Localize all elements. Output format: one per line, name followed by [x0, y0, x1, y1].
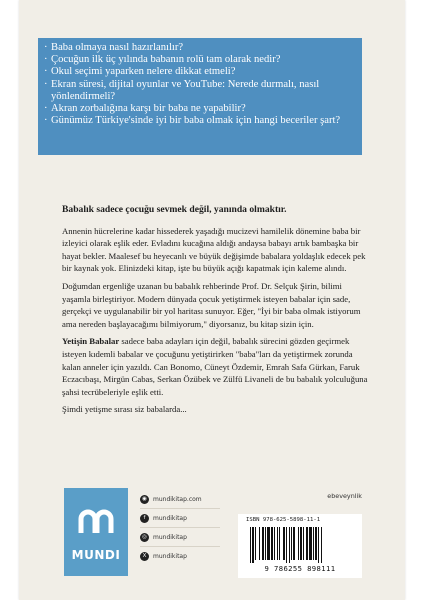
instagram-icon: ◎ — [140, 533, 149, 542]
lead-sentence: Babalık sadece çocuğu sevmek değil, yanında olmaktır. — [62, 204, 287, 215]
closing-line: Şimdi yetişme sırası siz babalarda... — [62, 404, 187, 415]
question-item: · Çocuğun ilk üç yılında babanın rolü tam olarak nedir? — [44, 54, 358, 66]
barcode-bar — [277, 527, 278, 560]
question-item: · Ekran süresi, dijital oyunlar ve YouTube: Nerede durmalı, nasıl yönlendirmeli? — [44, 79, 358, 103]
social-row-x[interactable] — [140, 547, 220, 565]
globe-icon: ◉ — [140, 495, 149, 504]
barcode-bar — [259, 527, 260, 560]
social-label: mundikitap.com — [153, 495, 202, 503]
question-item: · Akran zorbalığına karşı bir baba ne yapabilir? — [44, 103, 358, 115]
paragraph-1: Annenin hücrelerine kadar hissederek yaşadığı mucizevi hamilelik dönemine baba bir izleyici olarak eşlik eder. Evladını kucağına aldığı andaysa babayı artık bambaşka bir hayat bekler. Maalesef bu heyecanlı ve büyük değişimde babalara yoldaşlık edecek pek bir kaynak yok. Elinizdeki kitap, işte bu büyük açığı kapatmak için kaleme alındı. — [62, 225, 366, 274]
barcode-bar — [318, 527, 319, 563]
publisher-logo — [64, 488, 128, 576]
questions-box — [38, 38, 362, 155]
paragraph-3-text: sadece baba adayları için değil, babalık sürecini gözden geçirmek isteyen kıdemli babalar ve çocuğunu yetiştirirken "baba"ları da yetiştirmek zorunda kalan anneler için yazıldı. Can Bonomo, Cüneyt Özdemir, Emrah Safa Gürkan, Faruk Eczacıbaşı, Mirgün Cabas, Serkan Özübek ve Zülfü Livaneli de bu babalık yolculuğuna şahsi tecrübeleriyle eşlik etti. — [62, 336, 368, 397]
barcode-bar — [271, 527, 273, 560]
social-label: mundikitap — [153, 533, 187, 541]
social-links — [140, 490, 220, 565]
barcode-block — [238, 514, 362, 578]
barcode-bar — [303, 527, 304, 560]
barcode-bar — [306, 527, 308, 560]
barcode-bar — [267, 527, 270, 560]
paragraph-3 — [62, 335, 372, 398]
barcode-bar — [293, 527, 295, 560]
barcode-bar — [300, 527, 302, 560]
barcode-bar — [286, 527, 287, 563]
barcode-bar — [321, 527, 322, 563]
barcode-bar — [291, 527, 292, 560]
barcode-icon — [250, 527, 350, 563]
barcode-bar — [265, 527, 266, 560]
question-item: · Okul seçimi yaparken nelere dikkat etmeli? — [44, 66, 358, 78]
blurb-text — [62, 204, 372, 421]
barcode-bar — [262, 527, 264, 560]
barcode-bar — [309, 527, 312, 560]
questions-list — [44, 42, 358, 127]
back-cover-footer — [62, 488, 362, 578]
isbn-text: ISBN 978-625-5898-11-1 — [246, 517, 321, 523]
social-label: mundikitap — [153, 514, 187, 522]
barcode-bar — [315, 527, 317, 560]
social-row-facebook[interactable] — [140, 509, 220, 528]
social-label: mundikitap — [153, 552, 187, 560]
barcode-bar — [250, 527, 251, 563]
x-icon: X — [140, 552, 149, 561]
barcode-bar — [289, 527, 290, 563]
question-item: · Baba olmaya nasıl hazırlanılır? — [44, 42, 358, 54]
facebook-icon: f — [140, 514, 149, 523]
paragraph-2: Doğumdan ergenliğe uzanan bu babalık rehberinde Prof. Dr. Selçuk Şirin, bilimi yaşamla birleştiriyor. Modern dünyada çocuk yetiştirmek isteyen babalar için sade, gerçekçi ve uygulanabilir bir yol haritası sunuyor. Eğer, "İyi bir baba olmak istiyorum ama nereden başlayacağımı bilmiyorum," diyorsanız, bu kitap sizin için. — [62, 280, 361, 329]
social-row-web[interactable] — [140, 490, 220, 509]
question-item: · Günümüz Türkiye'sinde iyi bir baba olmak için hangi beceriler şart? — [44, 115, 358, 127]
barcode-bar — [313, 527, 314, 560]
barcode-bar — [274, 527, 275, 560]
barcode-bar — [255, 527, 256, 560]
book-title-inline: Yetişin Babalar — [62, 336, 120, 347]
barcode-bar — [279, 527, 280, 560]
publisher-name: MUNDI — [71, 548, 121, 562]
barcode-number: 9 786255 898111 — [264, 564, 336, 573]
social-row-instagram[interactable] — [140, 528, 220, 547]
barcode-bar — [252, 527, 254, 563]
barcode-bar — [298, 527, 299, 560]
category-label: ebeveynlik — [327, 492, 362, 500]
barcode-bar — [283, 527, 285, 560]
mundi-logo-icon — [78, 506, 114, 536]
